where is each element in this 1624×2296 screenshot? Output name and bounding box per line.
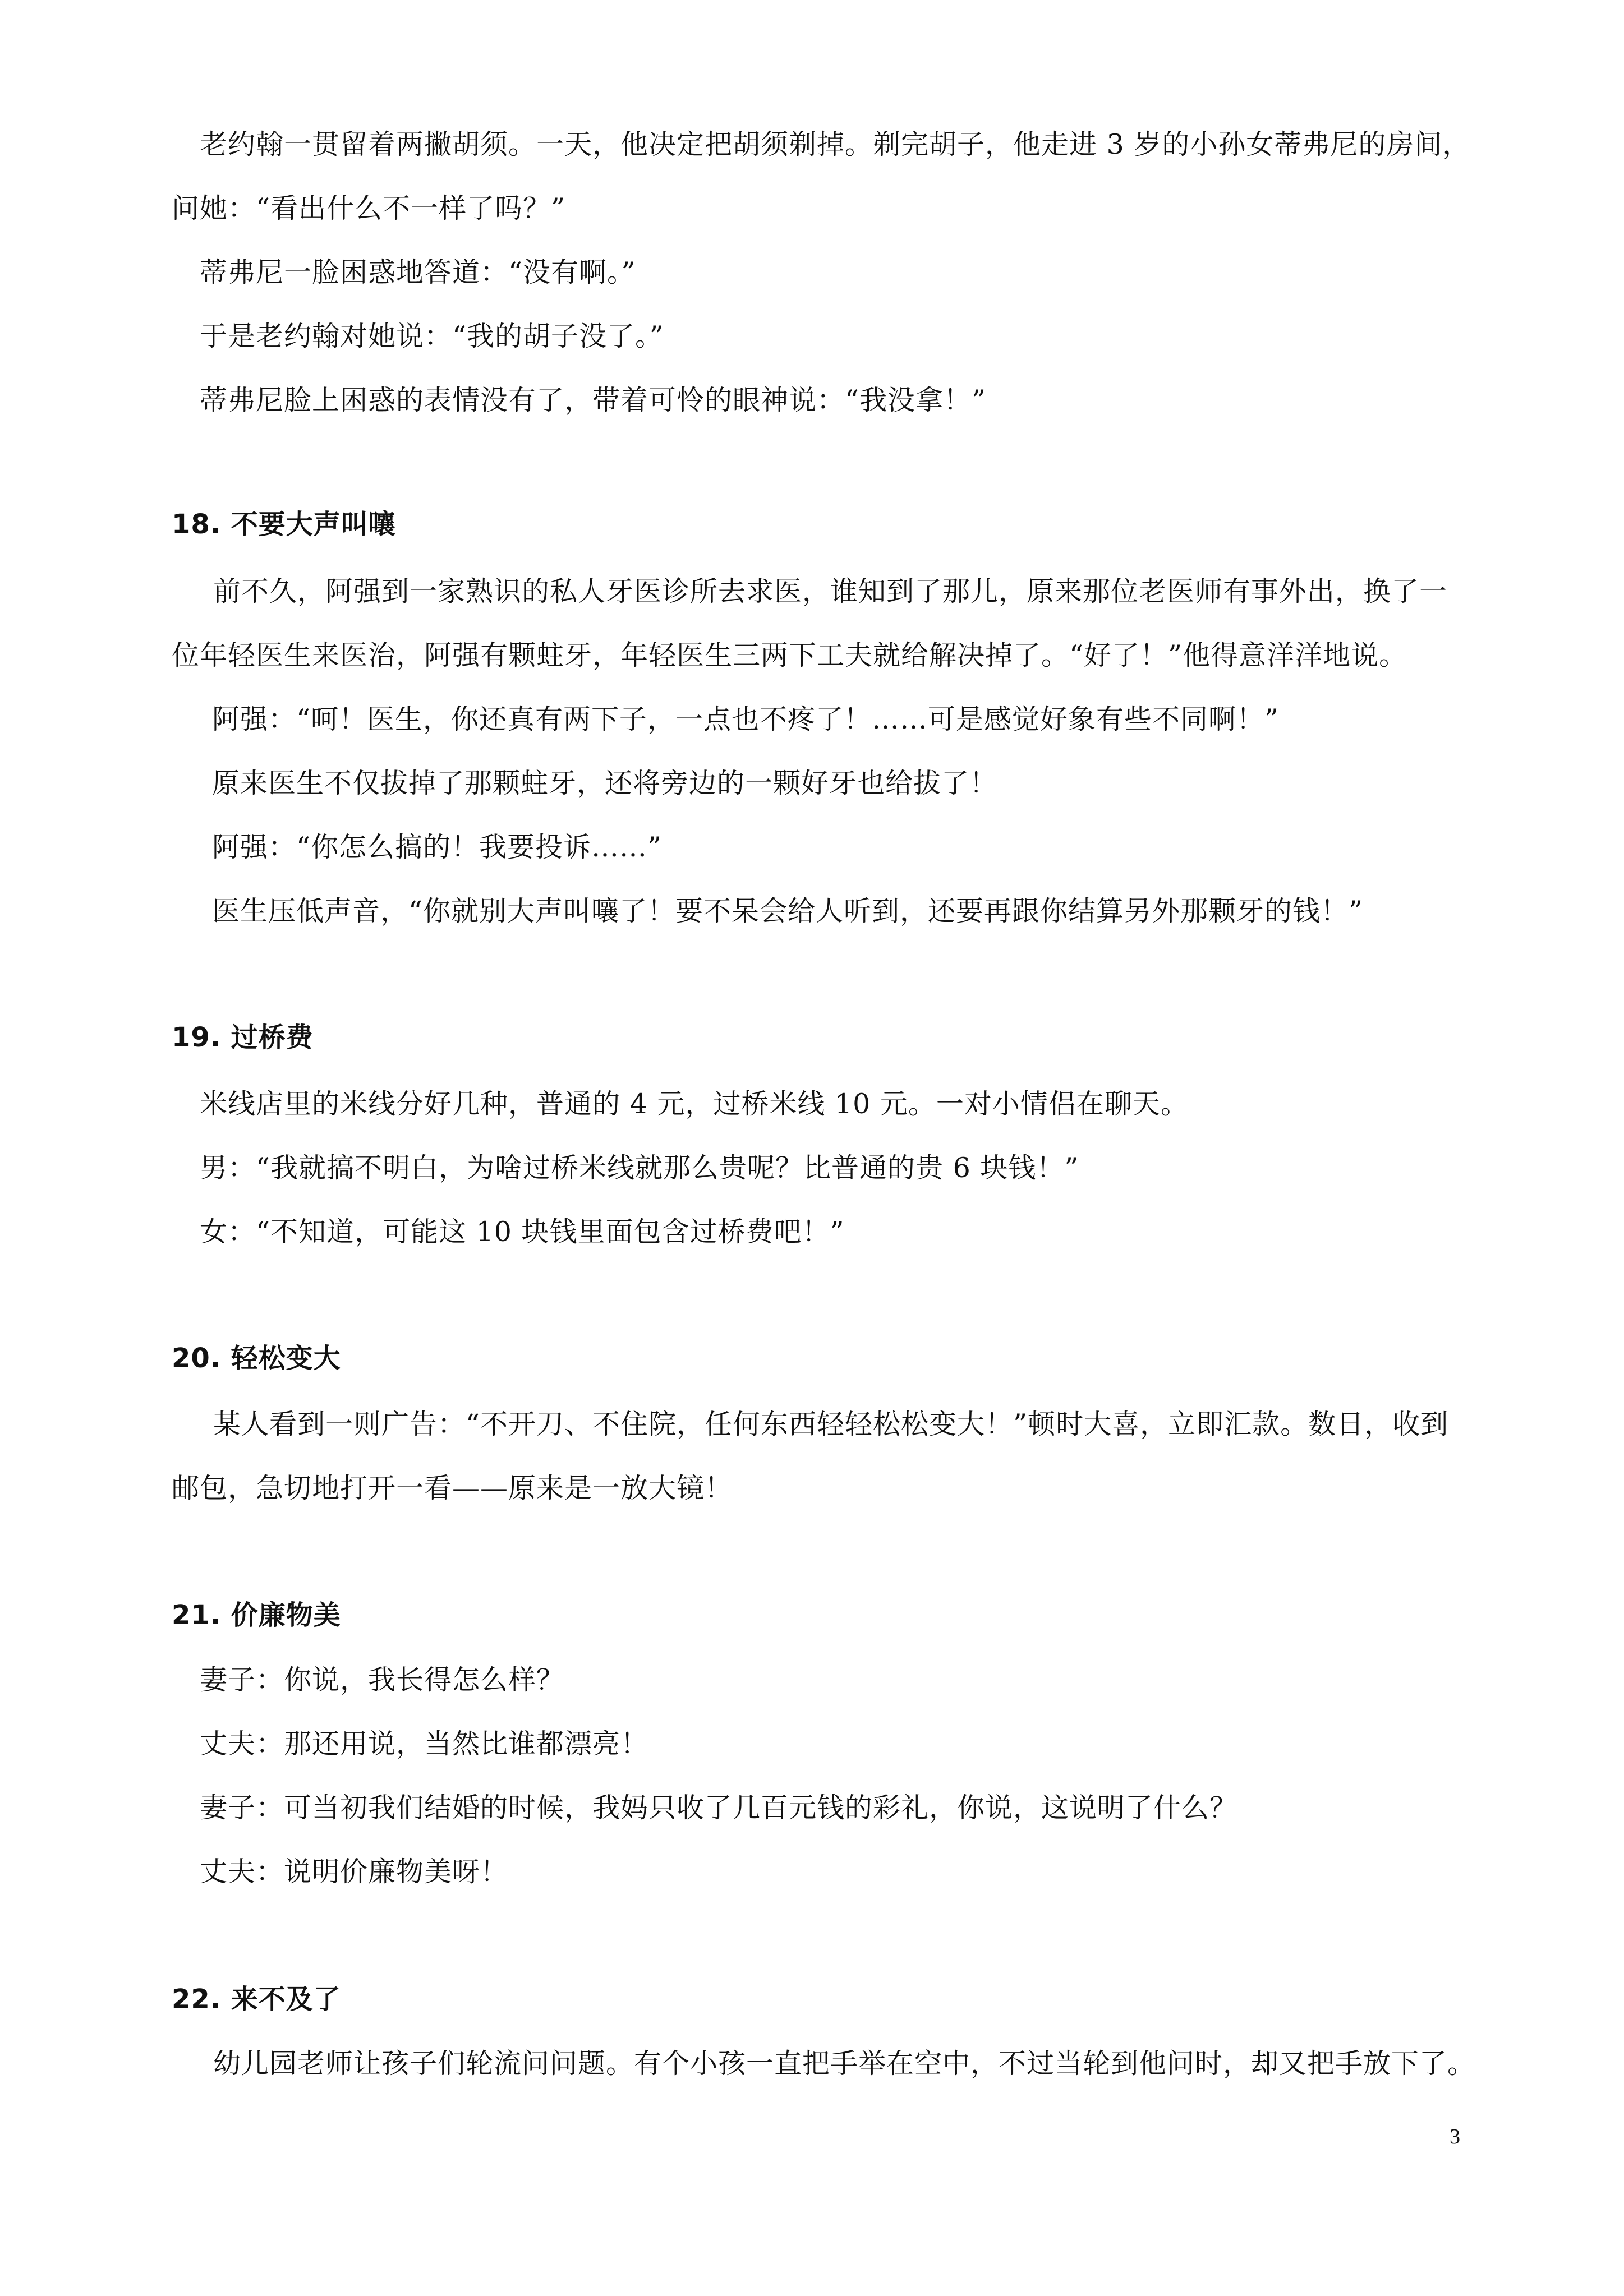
paragraph-line: 幼儿园老师让孩子们轮流问问题。有个小孩一直把手举在空中，不过当轮到他问时，却又把手放下了。 [213,2048,1476,2080]
paragraph-line: 某人看到一则广告：“不开刀、不住院，任何东西轻轻松松变大！”顿时大喜，立即汇款。数日，收到 [213,1408,1449,1440]
paragraph-line: 男：“我就搞不明白，为啥过桥米线就那么贵呢？比普通的贵 6 块钱！” [200,1152,1079,1184]
paragraph-line: 妻子：你说，我长得怎么样？ [200,1664,565,1696]
section-heading: 19. 过桥费 [172,1022,314,1053]
paragraph-line: 前不久，阿强到一家熟识的私人牙医诊所去求医，谁知到了那儿，原来那位老医师有事外出，换了一 [213,575,1448,607]
paragraph-line: 问她：“看出什么不一样了吗？” [172,192,566,224]
paragraph-line: 妻子：可当初我们结婚的时候，我妈只收了几百元钱的彩礼，你说，这说明了什么？ [200,1792,1238,1824]
paragraph-line: 阿强：“你怎么搞的！我要投诉……” [212,831,663,863]
paragraph-line: 邮包，急切地打开一看——原来是一放大镜！ [172,1472,733,1504]
page-number: 3 [1450,2125,1460,2149]
paragraph-line: 蒂弗尼脸上困惑的表情没有了，带着可怜的眼神说：“我没拿！” [200,384,987,416]
paragraph-line: 位年轻医生来医治，阿强有颗蛀牙，年轻医生三两下工夫就给解决掉了。“好了！”他得意洋洋地说。 [172,639,1407,671]
paragraph-line: 于是老约翰对她说：“我的胡子没了。” [200,320,664,352]
paragraph-line: 原来医生不仅拔掉了那颗蛀牙，还将旁边的一颗好牙也给拔了！ [212,767,998,799]
paragraph-line: 老约翰一贯留着两撇胡须。一天，他决定把胡须剃掉。剃完胡子，他走进 3 岁的小孙女蒂弗尼的房间， [200,128,1471,160]
paragraph-line: 蒂弗尼一脸困惑地答道：“没有啊。” [200,256,636,288]
section-heading: 21. 价廉物美 [172,1599,341,1631]
section-heading: 20. 轻松变大 [172,1343,341,1374]
paragraph-line: 丈夫：那还用说，当然比谁都漂亮！ [200,1728,649,1760]
paragraph-line: 女：“不知道，可能这 10 块钱里面包含过桥费吧！” [200,1216,845,1248]
paragraph-line: 丈夫：说明价廉物美呀！ [200,1856,509,1888]
paragraph-line: 阿强：“呵！医生，你还真有两下子，一点也不疼了！……可是感觉好象有些不同啊！” [212,703,1280,735]
section-heading: 22. 来不及了 [172,1984,341,2015]
section-heading: 18. 不要大声叫嚷 [172,509,396,540]
paragraph-line: 医生压低声音，“你就别大声叫嚷了！要不呆会给人听到，还要再跟你结算另外那颗牙的钱！” [212,895,1364,927]
paragraph-line: 米线店里的米线分好几种，普通的 4 元，过桥米线 10 元。一对小情侣在聊天。 [200,1088,1189,1120]
